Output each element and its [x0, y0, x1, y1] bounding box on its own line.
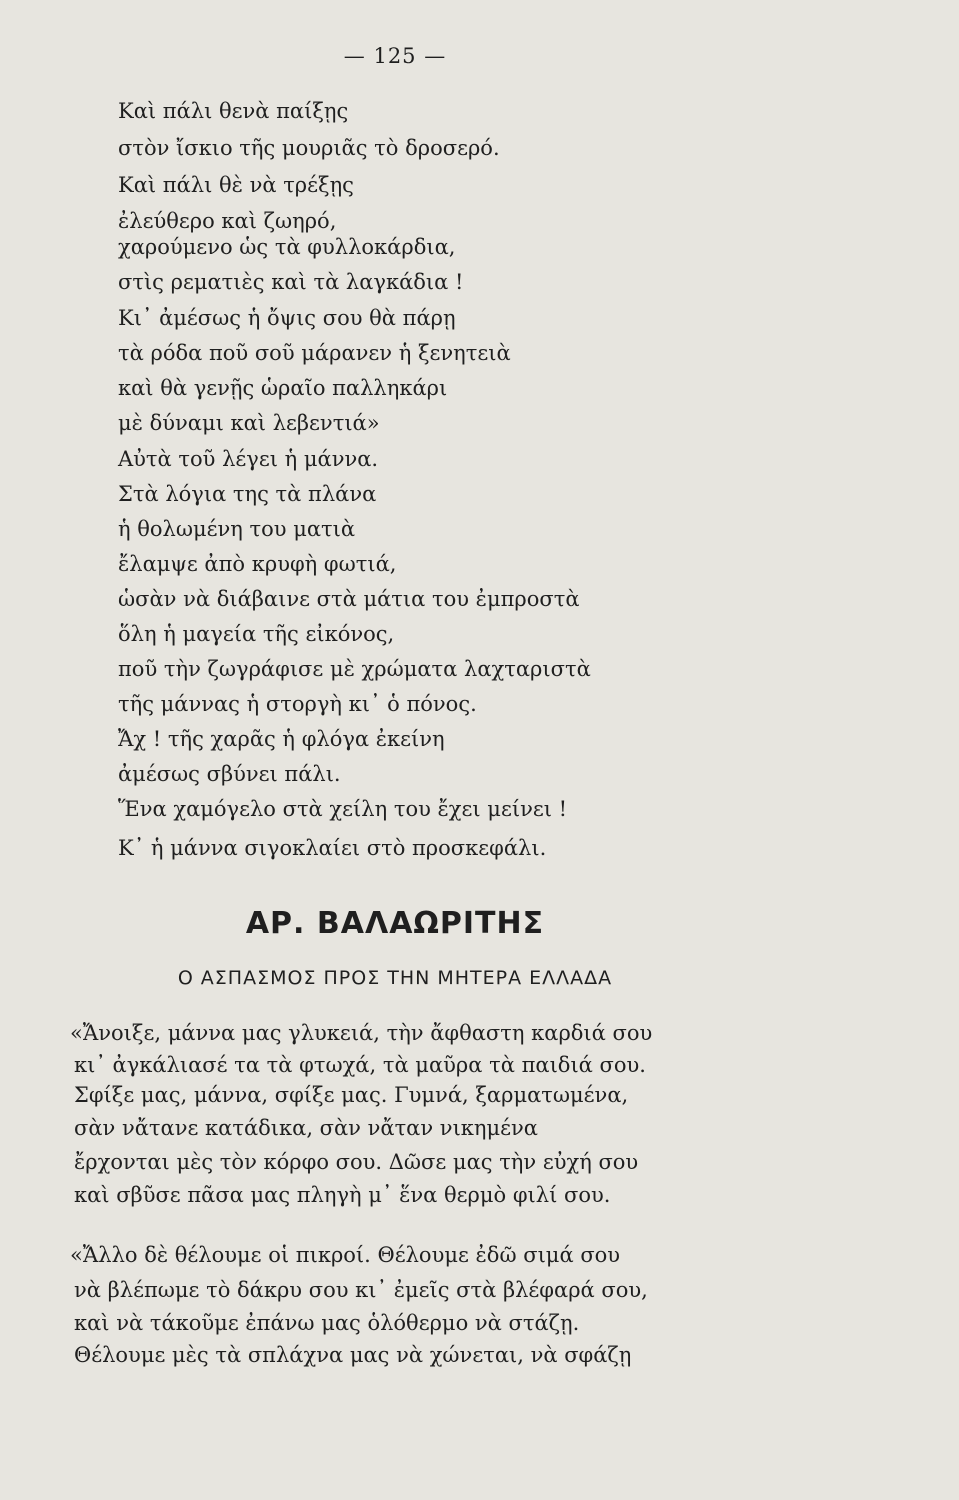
- verse-line: ἔλαμψε ἀπὸ κρυφὴ φωτιά,: [118, 552, 397, 576]
- verse-line: Κ᾿ ἡ μάννα σιγοκλαίει στὸ προσκεφάλι.: [118, 836, 547, 860]
- verse-line: καὶ θὰ γενῇς ὡραῖο παλληκάρι: [118, 376, 448, 400]
- verse-line: κι᾿ ἀγκάλιασέ τα τὰ φτωχά, τὰ μαῦρα τὰ παιδιά σου.: [74, 1053, 646, 1077]
- verse-line: ἐλεύθερο καὶ ζωηρό,: [118, 209, 337, 233]
- verse-line: Καὶ πάλι θενὰ παίξῃς: [118, 99, 349, 123]
- verse-line: ἡ θολωμένη του ματιὰ: [118, 517, 356, 541]
- page-number: — 125 —: [343, 44, 447, 68]
- poem-title: Ο ΑΣΠΑΣΜΟΣ ΠΡΟΣ ΤΗΝ ΜΗΤΕΡΑ ΕΛΛΑΔΑ: [177, 967, 613, 989]
- verse-line: Θέλουμε μὲς τὰ σπλάχνα μας νὰ χώνεται, νὰ σφάζῃ: [74, 1343, 632, 1367]
- verse-line: Στὰ λόγια της τὰ πλάνα: [118, 482, 377, 506]
- verse-line: «Ἄνοιξε, μάννα μας γλυκειά, τὴν ἄφθαστη καρδιά σου: [70, 1021, 653, 1045]
- verse-line: Καὶ πάλι θὲ νὰ τρέξῃς: [118, 173, 354, 197]
- author-heading: ΑΡ. ΒΑΛΑΩΡΙΤΗΣ: [245, 906, 545, 941]
- verse-line: σὰν νἄτανε κατάδικα, σὰν νἄταν νικημένα: [74, 1116, 538, 1140]
- verse-line: Ἄχ ! τῆς χαρᾶς ἡ φλόγα ἐκείνη: [118, 727, 445, 751]
- verse-line: Κι᾿ ἀμέσως ἡ ὄψις σου θὰ πάρῃ: [118, 306, 456, 330]
- verse-line: τῆς μάννας ἡ στοργὴ κι᾿ ὁ πόνος.: [118, 692, 477, 716]
- verse-line: Ἕνα χαμόγελο στὰ χείλη του ἔχει μείνει !: [118, 797, 568, 821]
- verse-line: χαρούμενο ὡς τὰ φυλλοκάρδια,: [118, 235, 456, 259]
- verse-line: καὶ νὰ τάκοῦμε ἐπάνω μας ὁλόθερμο νὰ στάζῃ.: [74, 1311, 580, 1335]
- verse-line: ὅλη ἡ μαγεία τῆς εἰκόνος,: [118, 622, 395, 646]
- verse-line: καὶ σβῦσε πᾶσα μας πληγὴ μ᾿ ἕνα θερμὸ φιλί σου.: [74, 1183, 611, 1207]
- verse-line: ἔρχονται μὲς τὸν κόρφο σου. Δῶσε μας τὴν εὐχή σου: [74, 1150, 639, 1174]
- verse-line: μὲ δύναμι καὶ λεβεντιά»: [118, 411, 380, 435]
- verse-line: στὶς ρεματιὲς καὶ τὰ λαγκάδια !: [118, 270, 464, 294]
- verse-line: Αὐτὰ τοῦ λέγει ἡ μάννα.: [118, 447, 379, 471]
- verse-line: ποῦ τὴν ζωγράφισε μὲ χρώματα λαχταριστὰ: [118, 657, 591, 681]
- verse-line: νὰ βλέπωμε τὸ δάκρυ σου κι᾿ ἐμεῖς στὰ βλέφαρά σου,: [74, 1278, 648, 1302]
- verse-line: «Ἄλλο δὲ θέλουμε οἱ πικροί. Θέλουμε ἐδῶ σιμά σου: [70, 1243, 621, 1267]
- verse-line: ὡσὰν νὰ διάβαινε στὰ μάτια του ἐμπροστὰ: [118, 587, 580, 611]
- verse-line: στὸν ἴσκιο τῆς μουριᾶς τὸ δροσερό.: [118, 136, 500, 160]
- verse-line: Σφίξε μας, μάννα, σφίξε μας. Γυμνά, ξαρματωμένα,: [74, 1083, 629, 1107]
- verse-line: τὰ ρόδα ποῦ σοῦ μάρανεν ἡ ξενητειὰ: [118, 341, 511, 365]
- verse-line: ἀμέσως σβύνει πάλι.: [118, 762, 341, 786]
